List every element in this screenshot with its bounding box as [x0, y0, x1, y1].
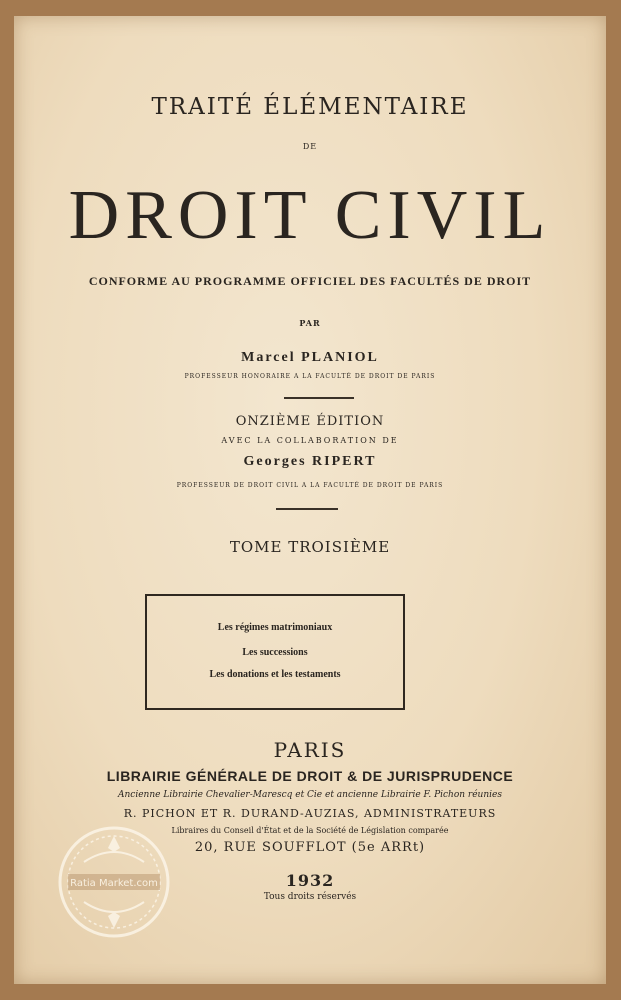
publisher-city: PARIS [273, 738, 347, 762]
author-name: Marcel PLANIOL [241, 350, 379, 365]
watermark-seal-icon [54, 822, 174, 942]
contents-item: Les successions [242, 647, 308, 658]
watermark-text: Ratia Market.com [70, 878, 158, 889]
coauthor-title: PROFESSEUR DE DROIT CIVIL A LA FACULTÉ DE DROIT DE PARIS [176, 482, 444, 489]
divider-rule [276, 508, 338, 510]
edition: ONZIÈME ÉDITION [235, 414, 385, 429]
publisher-libraires: Libraires du Conseil d'État et de la Société de Législation comparée [171, 826, 449, 835]
title-de: DE [302, 142, 318, 151]
rights-notice: Tous droits réservés [263, 892, 357, 902]
author-title: PROFESSEUR HONORAIRE A LA FACULTÉ DE DROIT DE PARIS [184, 373, 436, 380]
title-par: PAR [299, 318, 321, 328]
publisher-address: 20, RUE SOUFFLOT (5e ARRt) [194, 840, 426, 855]
main-title: DROIT CIVIL [68, 177, 552, 254]
publisher-former-names: Ancienne Librairie Chevalier-Marescq et Cie et ancienne Librairie F. Pichon réunies [118, 790, 502, 800]
subtitle: CONFORME AU PROGRAMME OFFICIEL DES FACULTÉS DE DROIT [88, 274, 532, 288]
divider-rule [284, 397, 354, 399]
publisher-administrators: R. PICHON ET R. DURAND-AUZIAS, ADMINISTRATEURS [123, 807, 497, 820]
contents-item: Les donations et les testaments [209, 669, 341, 680]
collaboration-label: AVEC LA COLLABORATION DE [221, 436, 399, 445]
contents-item: Les régimes matrimoniaux [217, 622, 333, 633]
series-title: TRAITÉ ÉLÉMENTAIRE [151, 94, 469, 120]
tome-label: TOME TROISIÈME [229, 538, 391, 556]
coauthor-name: Georges RIPERT [243, 454, 377, 469]
publication-year: 1932 [285, 871, 335, 890]
publisher-name: LIBRAIRIE GÉNÉRALE DE DROIT & DE JURISPRUDENCE [106, 768, 514, 784]
contents-box [145, 594, 405, 710]
